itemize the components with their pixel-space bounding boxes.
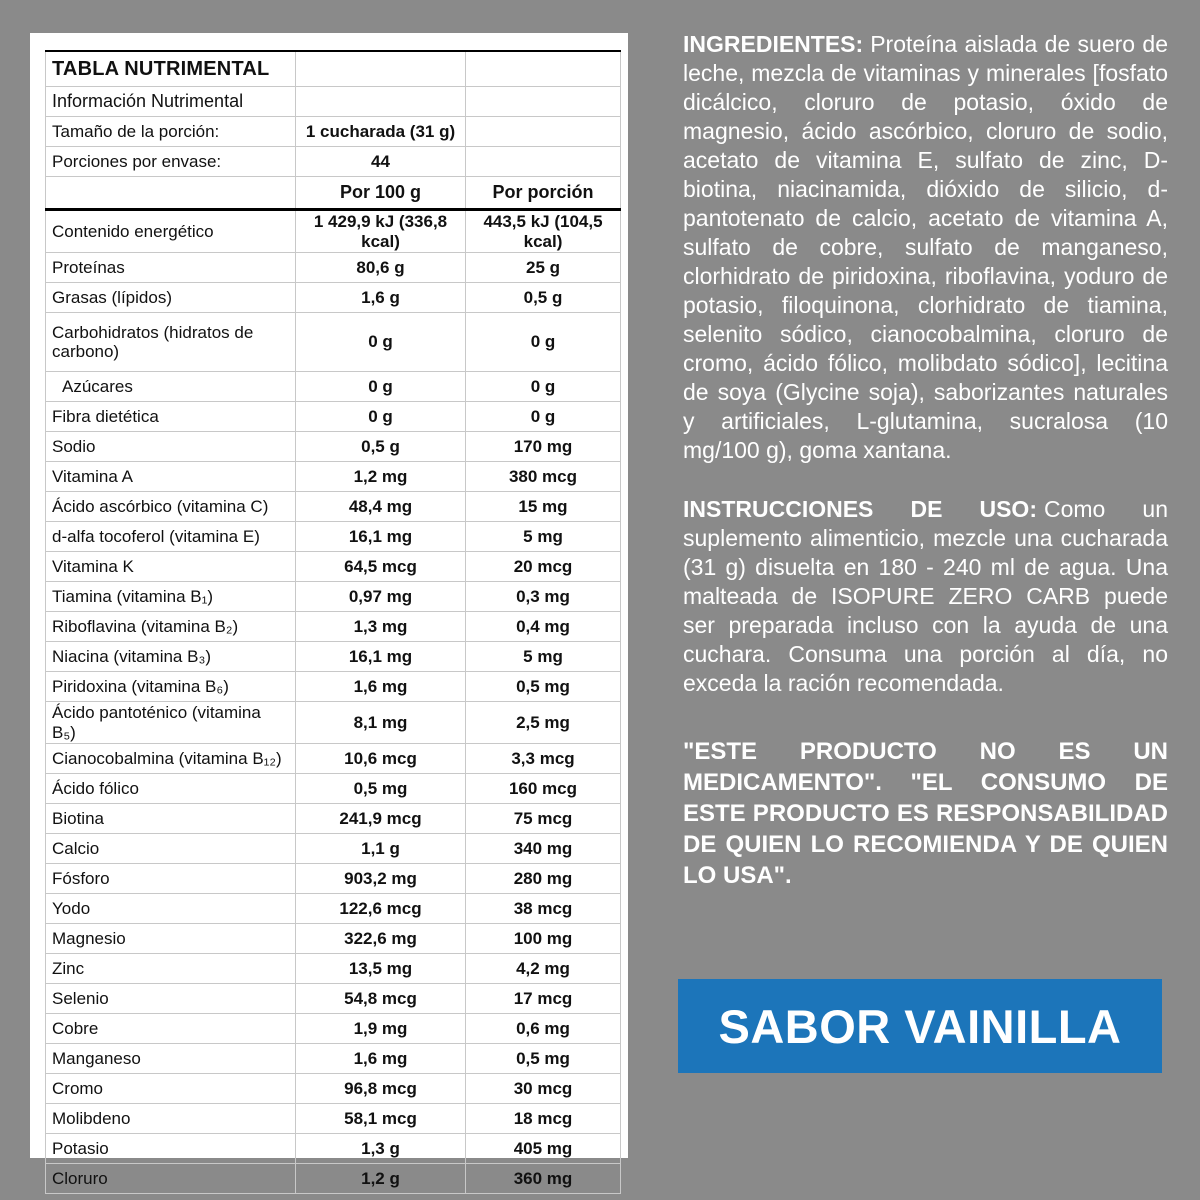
nutrient-name: Yodo [46,894,296,924]
nutrient-name: Ácido pantoténico (vitamina B₅) [46,702,296,744]
table-row [46,402,621,432]
nutrient-per-100g: 0,97 mg [296,582,466,612]
table-row [46,672,621,702]
table-title-row [46,51,621,87]
ingredients-heading: INGREDIENTES: [683,31,864,57]
servings-per-container-row [46,147,621,177]
nutrient-name: Calcio [46,834,296,864]
nutrient-name: Contenido energético [46,210,296,253]
flavor-banner-label: SABOR VAINILLA [718,999,1122,1053]
nutrient-per-100g: 322,6 mg [296,924,466,954]
nutrient-per-100g: 0 g [296,372,466,402]
nutrient-name: Niacina (vitamina B₃) [46,642,296,672]
nutrient-per-portion: 443,5 kJ (104,5 kcal) [466,210,621,253]
table-row [46,492,621,522]
empty-cell [466,117,621,147]
nutrient-per-100g: 58,1 mcg [296,1104,466,1134]
nutrient-name: Magnesio [46,924,296,954]
nutrient-name: Selenio [46,984,296,1014]
nutrient-per-portion: 100 mg [466,924,621,954]
table-row [46,894,621,924]
nutrient-per-100g: 64,5 mcg [296,552,466,582]
nutrient-per-100g: 16,1 mg [296,522,466,552]
column-header-per-portion: Por porción [466,177,621,210]
table-row [46,612,621,642]
nutrient-per-portion: 17 mcg [466,984,621,1014]
nutrient-per-portion: 0,5 g [466,283,621,313]
table-row [46,1104,621,1134]
nutrient-per-100g: 8,1 mg [296,702,466,744]
nutrient-name: Potasio [46,1134,296,1164]
nutrient-name: Cianocobalmina (vitamina B₁₂) [46,744,296,774]
nutrient-per-portion: 0 g [466,402,621,432]
nutrient-name: Tiamina (vitamina B₁) [46,582,296,612]
nutrient-name: Vitamina A [46,462,296,492]
table-row [46,1134,621,1164]
table-row [46,954,621,984]
nutrient-per-portion: 170 mg [466,432,621,462]
nutrient-per-portion: 380 mcg [466,462,621,492]
nutrient-per-100g: 1,3 g [296,1134,466,1164]
nutrient-per-100g: 10,6 mcg [296,744,466,774]
empty-cell [296,51,466,87]
nutrient-per-portion: 18 mcg [466,1104,621,1134]
instructions-heading: INSTRUCCIONES DE USO: [683,496,1037,522]
nutrient-per-portion: 360 mg [466,1164,621,1194]
nutrient-name: Carbohidratos (hidratos de carbono) [46,313,296,372]
nutrient-per-portion: 5 mg [466,522,621,552]
disclaimer-paragraph: "ESTE PRODUCTO NO ES UN MEDICAMENTO". "EL CONSUMO DE ESTE PRODUCTO ES RESPONSABILIDAD DE QUIEN LO RECOMIENDA Y DE QUIEN LO USA". [683,738,1168,889]
empty-cell [46,177,296,210]
nutrient-per-portion: 25 g [466,253,621,283]
right-text-column [683,30,1168,891]
nutrient-per-100g: 1 429,9 kJ (336,8 kcal) [296,210,466,253]
nutrient-per-portion: 340 mg [466,834,621,864]
servings-per-container-value: 44 [296,147,466,177]
nutrient-name: Vitamina K [46,552,296,582]
nutrient-per-100g: 241,9 mcg [296,804,466,834]
nutrition-body [46,210,621,1194]
nutrient-per-portion: 160 mcg [466,774,621,804]
nutrient-name: Grasas (lípidos) [46,283,296,313]
nutrient-per-portion: 2,5 mg [466,702,621,744]
nutrient-per-portion: 0,6 mg [466,1014,621,1044]
nutrient-per-100g: 48,4 mg [296,492,466,522]
nutrient-per-100g: 1,6 g [296,283,466,313]
nutrient-per-portion: 405 mg [466,1134,621,1164]
instructions-text: Como un suplemento alimenticio, mezcle una cucharada (31 g) disuelta en 180 - 240 ml de agua. Una malteada de ISOPURE ZERO CARB puede ser preparada incluso con la ayuda de una cuchara. Consuma una porción al día, no exceda la ración recomendada. [683,496,1169,696]
table-row [46,283,621,313]
table-row [46,582,621,612]
nutrient-per-100g: 1,6 mg [296,672,466,702]
empty-cell [466,87,621,117]
nutrient-name: Proteínas [46,253,296,283]
table-row [46,804,621,834]
nutrient-name: d-alfa tocoferol (vitamina E) [46,522,296,552]
nutrient-name: Cloruro [46,1164,296,1194]
table-row [46,210,621,253]
table-row [46,642,621,672]
nutrient-per-portion: 0,5 mg [466,672,621,702]
nutrient-per-100g: 1,2 g [296,1164,466,1194]
instructions-paragraph [683,495,1168,698]
table-row [46,924,621,954]
nutrient-per-100g: 122,6 mcg [296,894,466,924]
nutrient-per-100g: 0,5 mg [296,774,466,804]
table-row [46,864,621,894]
ingredients-paragraph [683,30,1168,465]
nutrition-panel [30,33,628,1188]
nutrient-name: Riboflavina (vitamina B₂) [46,612,296,642]
empty-cell [466,51,621,87]
nutrient-name: Cobre [46,1014,296,1044]
nutrient-per-100g: 0,5 g [296,432,466,462]
nutrient-per-100g: 1,1 g [296,834,466,864]
nutrient-per-100g: 0 g [296,313,466,372]
table-subtitle-row [46,87,621,117]
nutrition-table [45,50,621,1194]
nutrient-per-portion: 0,3 mg [466,582,621,612]
nutrient-name: Ácido fólico [46,774,296,804]
nutrient-per-portion: 75 mcg [466,804,621,834]
table-row [46,744,621,774]
empty-cell [466,147,621,177]
nutrient-name: Manganeso [46,1044,296,1074]
nutrient-per-portion: 4,2 mg [466,954,621,984]
nutrient-name: Piridoxina (vitamina B₆) [46,672,296,702]
nutrient-name: Zinc [46,954,296,984]
table-row [46,1164,621,1194]
table-row [46,253,621,283]
nutrient-per-100g: 1,3 mg [296,612,466,642]
flavor-banner [678,979,1162,1073]
table-row [46,702,621,744]
nutrient-name: Ácido ascórbico (vitamina C) [46,492,296,522]
nutrient-per-100g: 13,5 mg [296,954,466,984]
nutrient-per-portion: 3,3 mcg [466,744,621,774]
table-subtitle: Información Nutrimental [46,87,296,117]
nutrient-name: Fibra dietética [46,402,296,432]
serving-size-value: 1 cucharada (31 g) [296,117,466,147]
nutrient-name: Fósforo [46,864,296,894]
ingredients-text: Proteína aislada de suero de leche, mezcla de vitaminas y minerales [fosfato dicálcico, cloruro de potasio, óxido de magnesio, ácido ascórbico, cloruro de sodio, acetato de vitamina E, sulfato de zinc, D-biotina, niacinamida, dióxido de silicio, d-pantotenato de calcio, acetato de vitamina A, sulfato de cobre, sulfato de manganeso, clorhidrato de piridoxina, riboflavina, yoduro de potasio, filoquinona, clorhidrato de tiamina, selenito sódico, cianocobalmina, cloruro de cromo, ácido fólico, molibdato sódico], lecitina de soya (Glycine soja), saborizantes naturales y artificiales, L-glutamina, sucralosa (10 mg/100 g), goma xantana. [683,31,1168,463]
nutrient-per-portion: 38 mcg [466,894,621,924]
column-header-per-100g: Por 100 g [296,177,466,210]
nutrient-per-100g: 903,2 mg [296,864,466,894]
nutrient-per-portion: 20 mcg [466,552,621,582]
serving-size-label: Tamaño de la porción: [46,117,296,147]
nutrient-name: Cromo [46,1074,296,1104]
nutrient-per-100g: 1,9 mg [296,1014,466,1044]
table-row [46,522,621,552]
nutrient-per-100g: 80,6 g [296,253,466,283]
nutrient-name: Sodio [46,432,296,462]
nutrient-per-portion: 5 mg [466,642,621,672]
table-row [46,1044,621,1074]
nutrient-per-portion: 0 g [466,313,621,372]
table-row [46,313,621,372]
nutrient-per-portion: 0,4 mg [466,612,621,642]
table-title: TABLA NUTRIMENTAL [46,51,296,87]
nutrient-name: Azúcares [46,372,296,402]
table-row [46,1014,621,1044]
nutrient-name: Biotina [46,804,296,834]
table-row [46,462,621,492]
serving-size-row [46,117,621,147]
nutrient-name: Molibdeno [46,1104,296,1134]
empty-cell [296,87,466,117]
nutrient-per-100g: 1,2 mg [296,462,466,492]
nutrient-per-portion: 30 mcg [466,1074,621,1104]
servings-per-container-label: Porciones por envase: [46,147,296,177]
table-row [46,372,621,402]
table-row [46,834,621,864]
table-row [46,432,621,462]
nutrient-per-portion: 0,5 mg [466,1044,621,1074]
table-row [46,984,621,1014]
nutrient-per-100g: 1,6 mg [296,1044,466,1074]
nutrient-per-100g: 54,8 mcg [296,984,466,1014]
nutrient-per-100g: 0 g [296,402,466,432]
nutrient-per-100g: 96,8 mcg [296,1074,466,1104]
nutrient-per-100g: 16,1 mg [296,642,466,672]
column-header-row [46,177,621,210]
table-row [46,552,621,582]
nutrient-per-portion: 280 mg [466,864,621,894]
nutrient-per-portion: 15 mg [466,492,621,522]
table-row [46,774,621,804]
nutrient-per-portion: 0 g [466,372,621,402]
table-row [46,1074,621,1104]
